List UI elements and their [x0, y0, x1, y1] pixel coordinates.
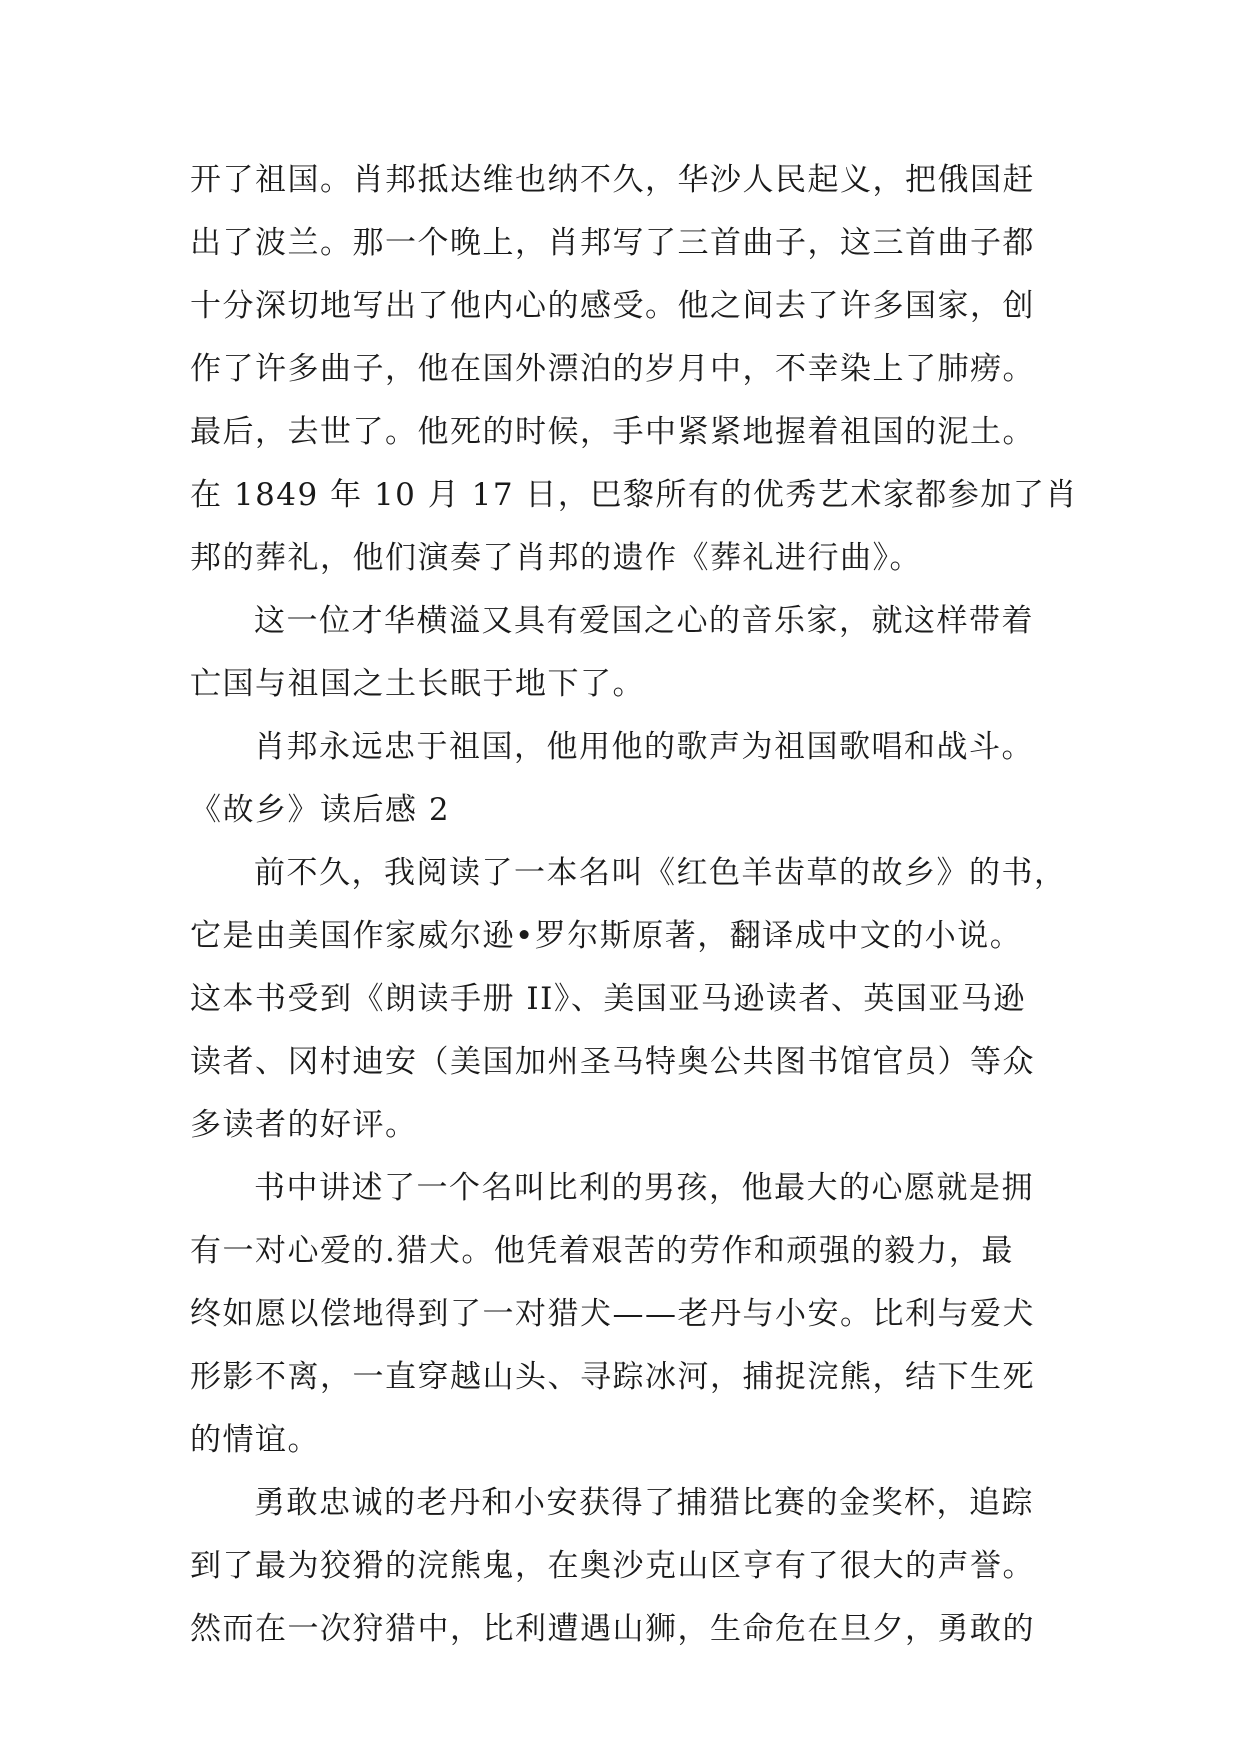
text-line: 有一对心爱的.猎犬。他凭着艰苦的劳作和顽强的毅力，最 [190, 1233, 1014, 1269]
paragraph-first-line: 这一位才华横溢又具有爱国之心的音乐家，就这样带着 [254, 603, 1034, 639]
text-line: 到了最为狡猾的浣熊鬼，在奥沙克山区亨有了很大的声誉。 [190, 1548, 1035, 1584]
text-line: 的情谊。 [190, 1422, 320, 1458]
text-line: 十分深切地写出了他内心的感受。他之间去了许多国家，创 [190, 288, 1035, 324]
text-line: 出了波兰。那一个晚上，肖邦写了三首曲子，这三首曲子都 [190, 225, 1035, 261]
text-line: 亡国与祖国之土长眠于地下了。 [190, 666, 645, 702]
paragraph-first-line: 前不久，我阅读了一本名叫《红色羊齿草的故乡》的书， [254, 855, 1067, 891]
text-line: 这本书受到《朗读手册 II》、美国亚马逊读者、英国亚马逊 [190, 981, 1026, 1017]
text-line: 多读者的好评。 [190, 1107, 418, 1143]
text-line: 读者、冈村迪安（美国加州圣马特奥公共图书馆官员）等众 [190, 1044, 1035, 1080]
text-line: 形影不离，一直穿越山头、寻踪冰河，捕捉浣熊，结下生死 [190, 1359, 1035, 1395]
text-line: 开了祖国。肖邦抵达维也纳不久，华沙人民起义，把俄国赶 [190, 162, 1035, 198]
text-line: 邦的葬礼，他们演奏了肖邦的遗作《葬礼进行曲》。 [190, 540, 922, 576]
section-heading: 《故乡》读后感 2 [190, 792, 451, 828]
text-line: 作了许多曲子，他在国外漂泊的岁月中，不幸染上了肺痨。 [190, 351, 1035, 387]
paragraph-first-line: 书中讲述了一个名叫比利的男孩，他最大的心愿就是拥 [254, 1170, 1034, 1206]
paragraph-first-line: 勇敢忠诚的老丹和小安获得了捕猎比赛的金奖杯，追踪 [254, 1485, 1034, 1521]
text-line: 然而在一次狩猎中，比利遭遇山狮，生命危在旦夕，勇敢的 [190, 1611, 1035, 1647]
text-line: 在 1849 年 10 月 17 日，巴黎所有的优秀艺术家都参加了肖 [190, 477, 1078, 513]
paragraph-first-line: 肖邦永远忠于祖国，他用他的歌声为祖国歌唱和战斗。 [254, 729, 1034, 765]
text-line: 终如愿以偿地得到了一对猎犬——老丹与小安。比利与爱犬 [190, 1296, 1035, 1332]
text-line: 它是由美国作家威尔逊•罗尔斯原著，翻译成中文的小说。 [190, 918, 1023, 954]
text-line: 最后，去世了。他死的时候，手中紧紧地握着祖国的泥土。 [190, 414, 1035, 450]
